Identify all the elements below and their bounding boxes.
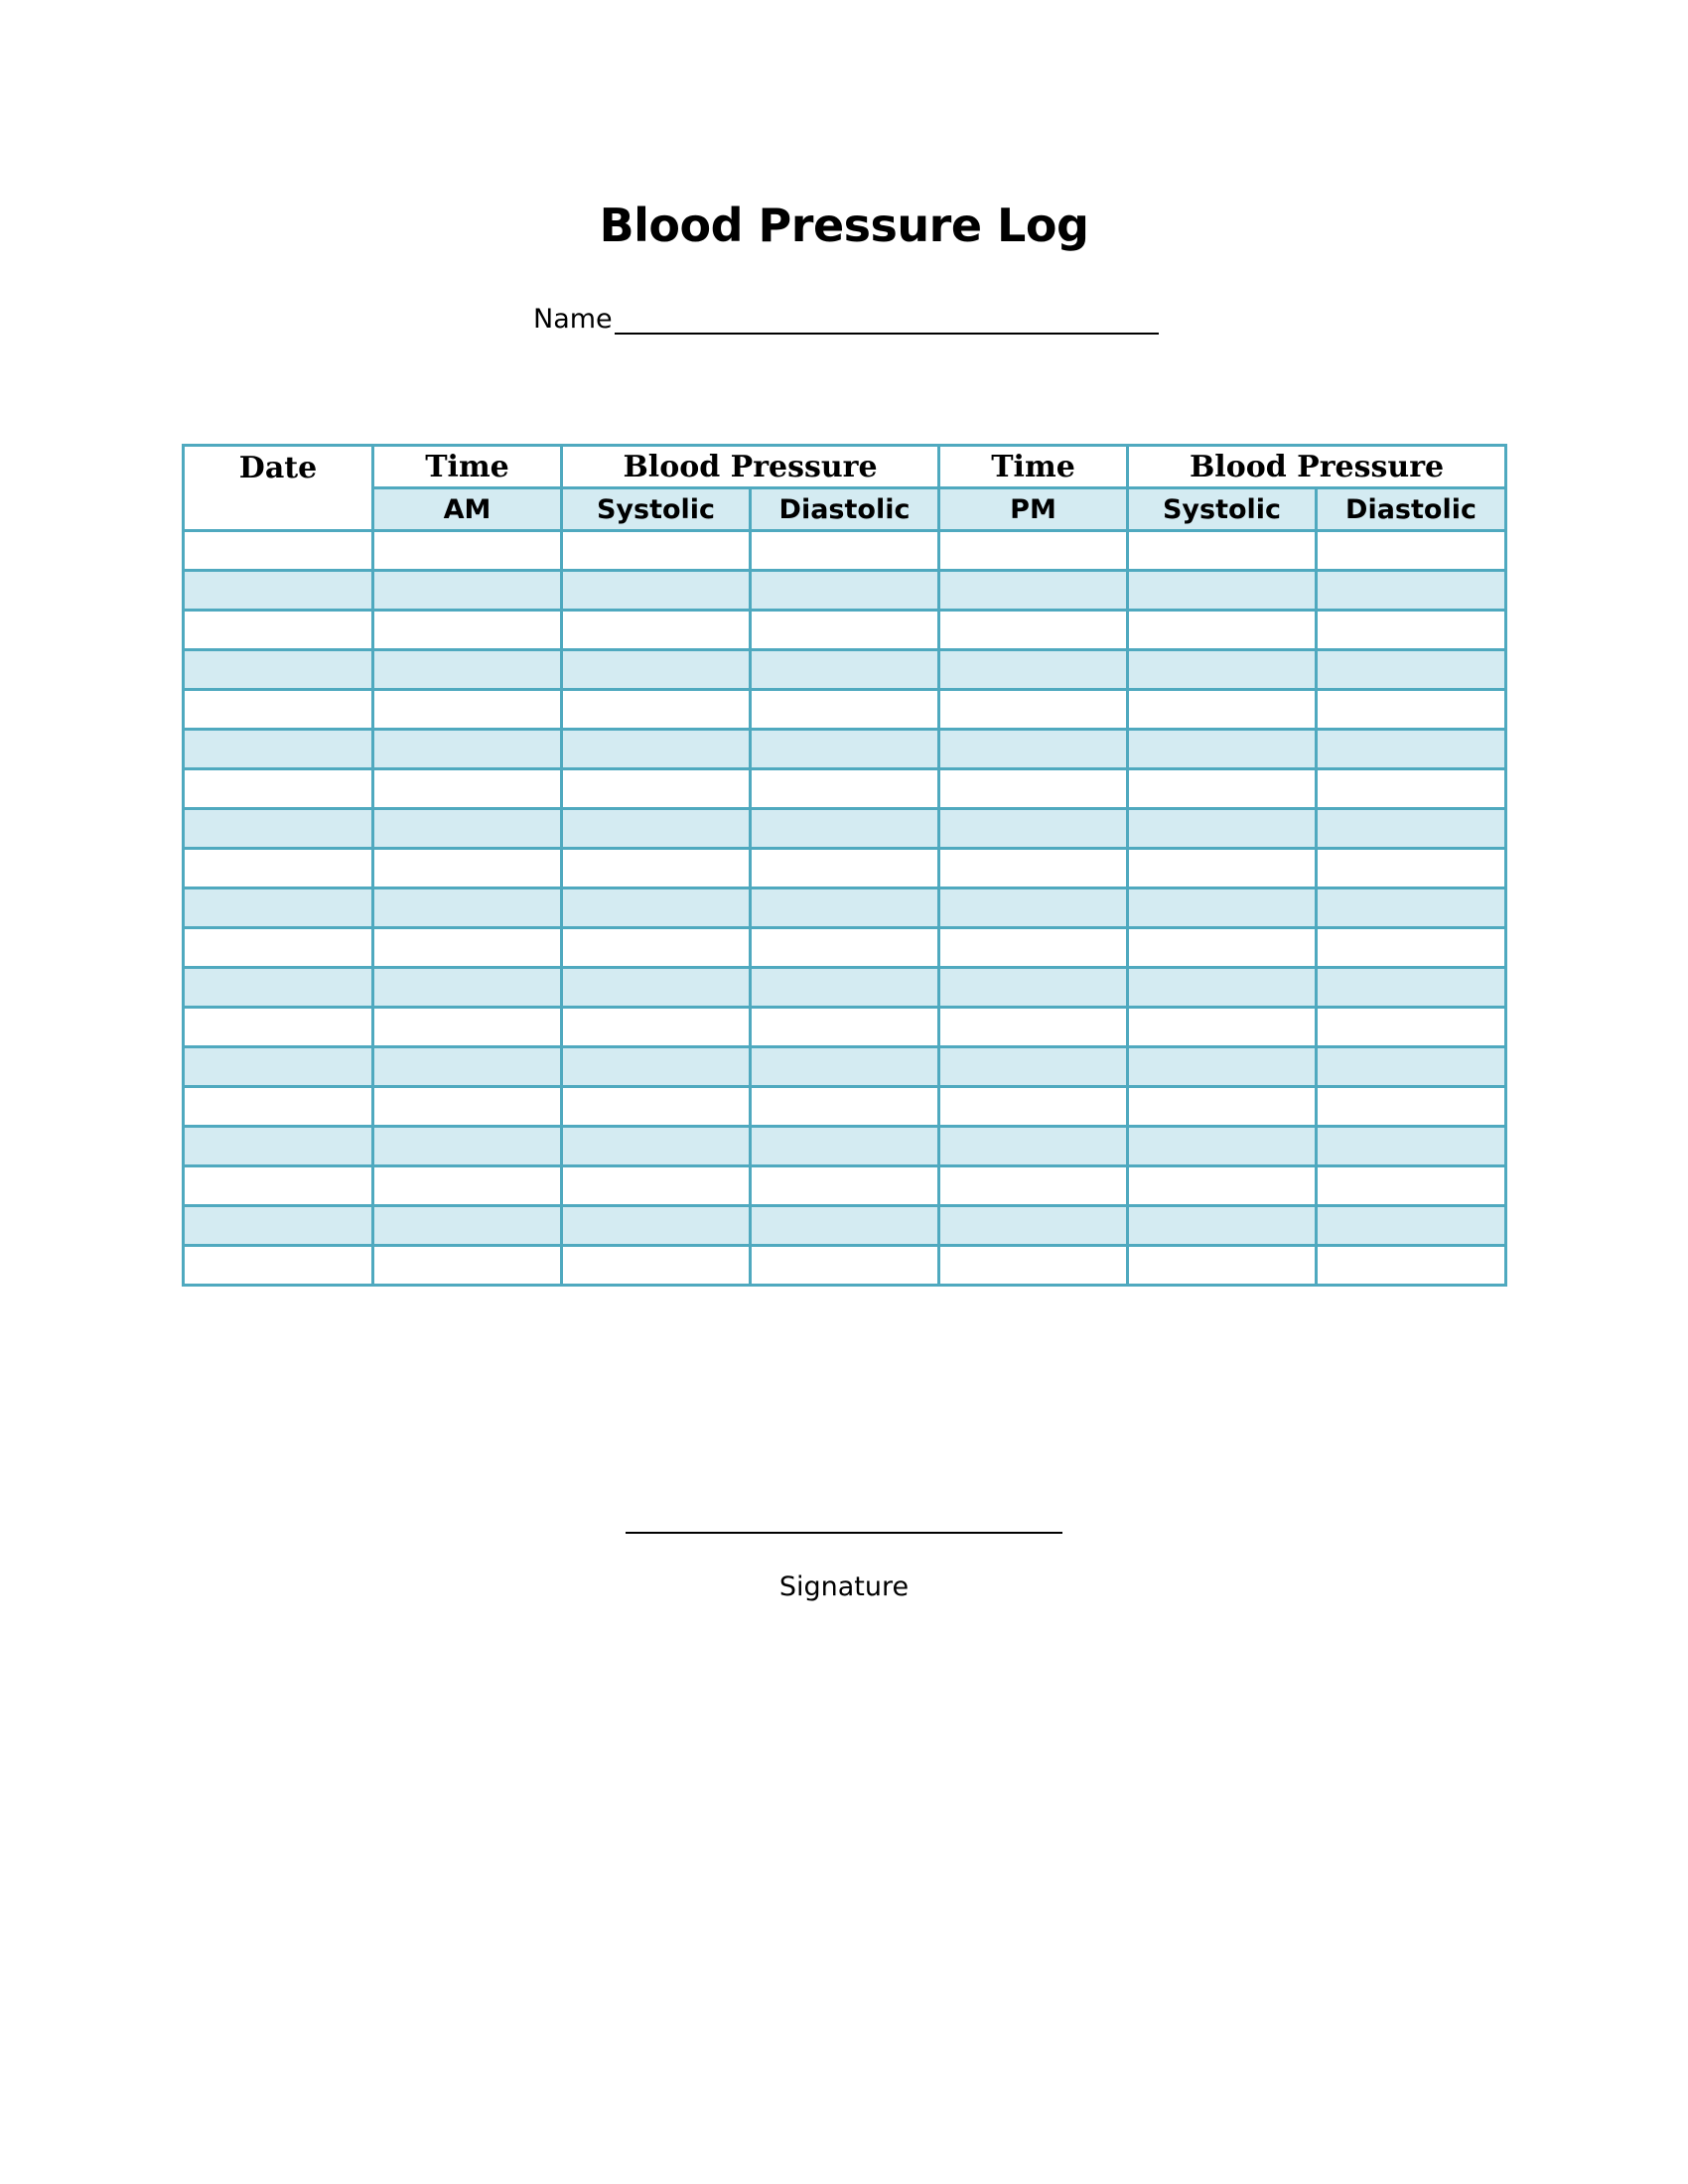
table-cell[interactable] (373, 968, 562, 1008)
table-cell[interactable] (751, 849, 939, 888)
table-cell[interactable] (562, 849, 751, 888)
table-cell[interactable] (373, 531, 562, 571)
table-cell[interactable] (1317, 730, 1506, 769)
table-cell[interactable] (184, 1047, 373, 1087)
table-cell[interactable] (184, 809, 373, 849)
table-cell[interactable] (562, 809, 751, 849)
name-label: Name (533, 304, 613, 335)
header-time-am-group: Time (373, 446, 562, 488)
table-cell[interactable] (562, 928, 751, 968)
table-cell[interactable] (939, 730, 1128, 769)
table-cell[interactable] (1317, 968, 1506, 1008)
table-row (184, 690, 1506, 730)
table-cell[interactable] (1128, 849, 1317, 888)
table-cell[interactable] (751, 888, 939, 928)
table-cell[interactable] (751, 769, 939, 809)
table-cell[interactable] (562, 571, 751, 611)
table-cell[interactable] (1128, 1127, 1317, 1166)
table-cell[interactable] (939, 1047, 1128, 1087)
table-cell[interactable] (373, 1206, 562, 1246)
table-row (184, 1087, 1506, 1127)
table-cell[interactable] (939, 888, 1128, 928)
table-row (184, 1166, 1506, 1206)
table-cell[interactable] (751, 730, 939, 769)
table-cell[interactable] (1317, 1047, 1506, 1087)
table-cell[interactable] (562, 1087, 751, 1127)
table-cell[interactable] (184, 849, 373, 888)
table-cell[interactable] (939, 1008, 1128, 1047)
table-cell[interactable] (1317, 531, 1506, 571)
table-cell[interactable] (184, 1166, 373, 1206)
table-row (184, 888, 1506, 928)
log-body (184, 531, 1506, 1286)
table-cell[interactable] (373, 888, 562, 928)
table-cell[interactable] (751, 1246, 939, 1286)
table-cell[interactable] (1128, 611, 1317, 650)
table-cell[interactable] (184, 690, 373, 730)
table-cell[interactable] (939, 809, 1128, 849)
table-cell[interactable] (184, 1008, 373, 1047)
table-cell[interactable] (184, 571, 373, 611)
table-cell[interactable] (751, 1127, 939, 1166)
table-cell[interactable] (751, 1008, 939, 1047)
table-cell[interactable] (373, 1166, 562, 1206)
table-cell[interactable] (562, 769, 751, 809)
table-cell[interactable] (1128, 769, 1317, 809)
table-row (184, 611, 1506, 650)
table-cell[interactable] (562, 888, 751, 928)
header-am-systolic: Systolic (562, 488, 751, 531)
table-cell[interactable] (751, 531, 939, 571)
table-cell[interactable] (562, 968, 751, 1008)
table-cell[interactable] (184, 611, 373, 650)
table-cell[interactable] (373, 650, 562, 690)
table-cell[interactable] (1128, 1206, 1317, 1246)
table-cell[interactable] (751, 1206, 939, 1246)
table-cell[interactable] (562, 531, 751, 571)
table-cell[interactable] (373, 571, 562, 611)
table-cell[interactable] (1128, 531, 1317, 571)
table-cell[interactable] (373, 730, 562, 769)
table-cell[interactable] (751, 968, 939, 1008)
header-row-secondary (184, 488, 1506, 531)
table-cell[interactable] (1317, 571, 1506, 611)
table-cell[interactable] (562, 1008, 751, 1047)
table-cell[interactable] (1317, 1166, 1506, 1206)
table-cell[interactable] (751, 571, 939, 611)
table-cell[interactable] (184, 769, 373, 809)
header-bp-pm-group: Blood Pressure (1128, 446, 1506, 488)
header-am: AM (373, 488, 562, 531)
table-cell[interactable] (1128, 1008, 1317, 1047)
table-cell[interactable] (751, 690, 939, 730)
table-cell[interactable] (184, 531, 373, 571)
table-cell[interactable] (1128, 928, 1317, 968)
table-row (184, 928, 1506, 968)
table-cell[interactable] (1317, 611, 1506, 650)
table-cell[interactable] (1317, 1246, 1506, 1286)
table-cell[interactable] (939, 928, 1128, 968)
table-cell[interactable] (184, 1087, 373, 1127)
table-cell[interactable] (751, 650, 939, 690)
header-am-diastolic: Diastolic (751, 488, 939, 531)
table-row (184, 1008, 1506, 1047)
table-row (184, 849, 1506, 888)
header-pm: PM (939, 488, 1128, 531)
table-cell[interactable] (562, 1047, 751, 1087)
table-cell[interactable] (939, 1087, 1128, 1127)
table-cell[interactable] (184, 1127, 373, 1166)
signature-label: Signature (778, 1571, 910, 1602)
table-cell[interactable] (1128, 1087, 1317, 1127)
table-row (184, 1127, 1506, 1166)
table-cell[interactable] (184, 1246, 373, 1286)
table-cell[interactable] (1317, 690, 1506, 730)
table-cell[interactable] (1128, 571, 1317, 611)
table-cell[interactable] (1128, 730, 1317, 769)
table-cell[interactable] (373, 1127, 562, 1166)
table-row (184, 1246, 1506, 1286)
table-cell[interactable] (1317, 1206, 1506, 1246)
table-cell[interactable] (751, 1087, 939, 1127)
table-cell[interactable] (184, 888, 373, 928)
table-cell[interactable] (939, 531, 1128, 571)
table-cell[interactable] (751, 1166, 939, 1206)
header-pm-systolic: Systolic (1128, 488, 1317, 531)
table-cell[interactable] (1128, 690, 1317, 730)
table-cell[interactable] (751, 611, 939, 650)
table-row (184, 531, 1506, 571)
table-cell[interactable] (939, 1246, 1128, 1286)
table-cell[interactable] (562, 611, 751, 650)
table-cell[interactable] (184, 650, 373, 690)
table-row (184, 730, 1506, 769)
table-row (184, 968, 1506, 1008)
table-cell[interactable] (373, 1047, 562, 1087)
table-cell[interactable] (939, 1127, 1128, 1166)
table-row (184, 809, 1506, 849)
table-cell[interactable] (939, 690, 1128, 730)
table-cell[interactable] (562, 1127, 751, 1166)
table-cell[interactable] (373, 1008, 562, 1047)
table-cell[interactable] (939, 1206, 1128, 1246)
table-cell[interactable] (1317, 928, 1506, 968)
table-cell[interactable] (1317, 1127, 1506, 1166)
table-cell[interactable] (939, 968, 1128, 1008)
table-cell[interactable] (1317, 888, 1506, 928)
table-cell[interactable] (373, 928, 562, 968)
header-bp-am-group: Blood Pressure (562, 446, 939, 488)
table-cell[interactable] (939, 571, 1128, 611)
blood-pressure-table (182, 444, 1507, 1287)
table-cell[interactable] (184, 1206, 373, 1246)
table-cell[interactable] (751, 928, 939, 968)
header-pm-diastolic: Diastolic (1317, 488, 1506, 531)
table-cell[interactable] (184, 730, 373, 769)
table-cell[interactable] (562, 1166, 751, 1206)
table-cell[interactable] (1128, 888, 1317, 928)
header-row-primary (184, 446, 1506, 488)
table-cell[interactable] (1128, 1166, 1317, 1206)
table-cell[interactable] (562, 730, 751, 769)
page-title: Blood Pressure Log (599, 199, 1089, 252)
table-cell[interactable] (1317, 1008, 1506, 1047)
table-cell[interactable] (184, 928, 373, 968)
table-cell[interactable] (1128, 809, 1317, 849)
signature-line[interactable] (626, 1532, 1062, 1534)
table-cell[interactable] (373, 690, 562, 730)
table-row (184, 1047, 1506, 1087)
table-cell[interactable] (562, 1206, 751, 1246)
table-cell[interactable] (1128, 1246, 1317, 1286)
table-cell[interactable] (373, 849, 562, 888)
table-cell[interactable] (373, 1087, 562, 1127)
table-cell[interactable] (1317, 809, 1506, 849)
table-cell[interactable] (373, 611, 562, 650)
table-cell[interactable] (562, 690, 751, 730)
table-row (184, 650, 1506, 690)
table-cell[interactable] (939, 1166, 1128, 1206)
table-cell[interactable] (1128, 1047, 1317, 1087)
table-cell[interactable] (939, 611, 1128, 650)
table-cell[interactable] (1317, 769, 1506, 809)
table-cell[interactable] (1317, 650, 1506, 690)
table-cell[interactable] (373, 769, 562, 809)
table-row (184, 571, 1506, 611)
table-cell[interactable] (373, 1246, 562, 1286)
table-cell[interactable] (1317, 849, 1506, 888)
table-cell[interactable] (939, 650, 1128, 690)
table-row (184, 769, 1506, 809)
header-date: Date (184, 446, 373, 531)
table-cell[interactable] (1128, 968, 1317, 1008)
name-input-line[interactable] (615, 305, 1159, 335)
header-time-pm-group: Time (939, 446, 1128, 488)
table-cell[interactable] (751, 809, 939, 849)
table-cell[interactable] (751, 1047, 939, 1087)
name-field-row (533, 304, 1159, 335)
table-cell[interactable] (184, 968, 373, 1008)
table-row (184, 1206, 1506, 1246)
table-cell[interactable] (939, 769, 1128, 809)
table-cell[interactable] (1317, 1087, 1506, 1127)
table-cell[interactable] (373, 809, 562, 849)
table-cell[interactable] (1128, 650, 1317, 690)
table-cell[interactable] (562, 650, 751, 690)
table-cell[interactable] (562, 1246, 751, 1286)
table-cell[interactable] (939, 849, 1128, 888)
